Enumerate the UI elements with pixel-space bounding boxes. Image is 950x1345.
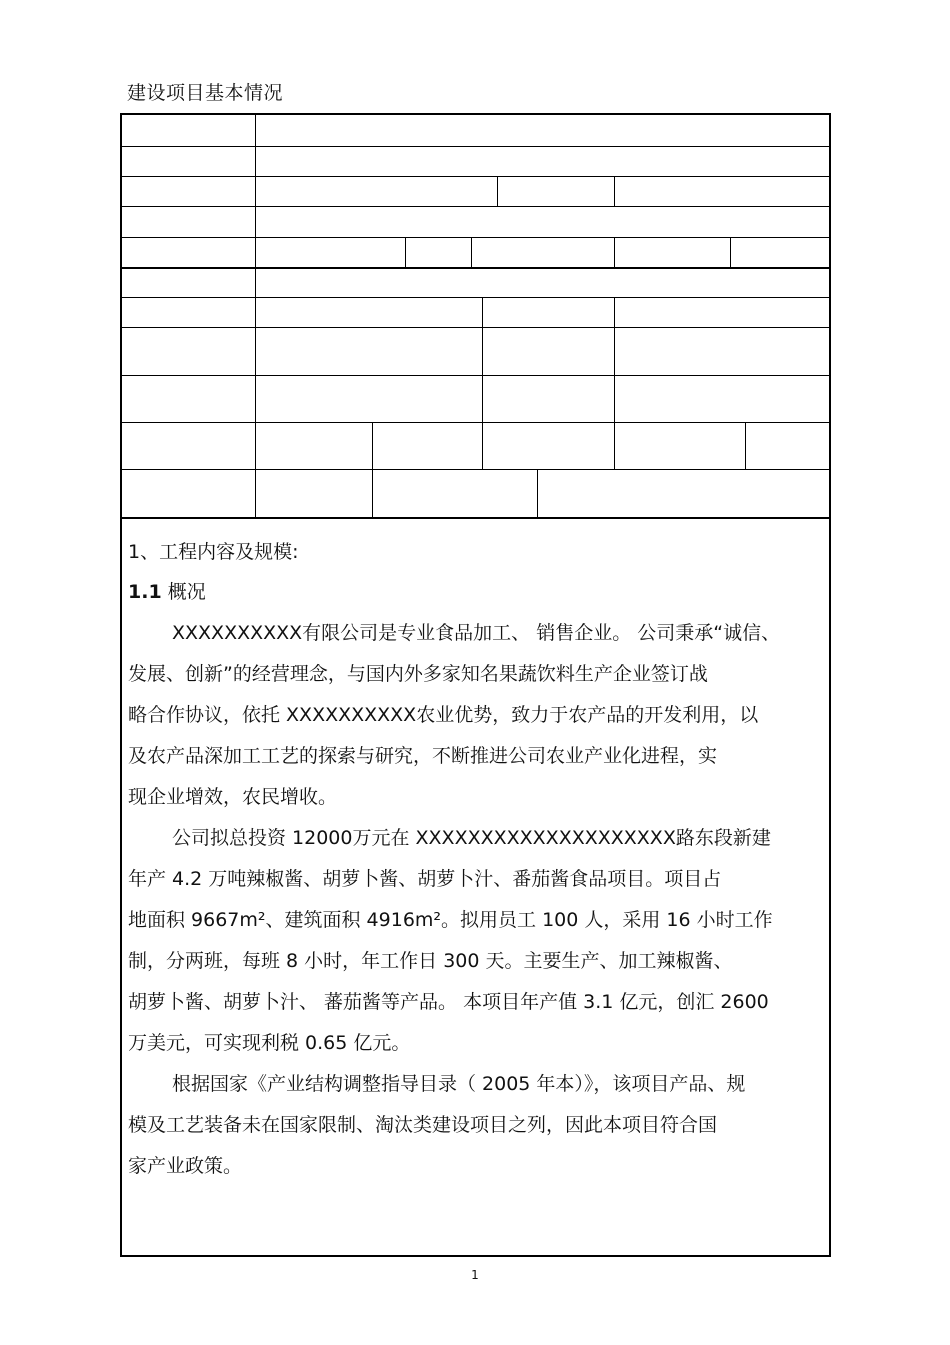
subsection-title: 概况 (167, 581, 206, 603)
paragraph-line: 家产业政策。 (128, 1155, 243, 1177)
paragraph-line: 发展、创新”的经营理念，与国内外多家知名果蔬饮料生产企业签订战 (128, 663, 708, 685)
page-number: 1 (471, 1268, 479, 1282)
paragraph-line: XXXXXXXXXX有限公司是专业食品加工、 销售企业。 公司秉承“诚信、 (172, 622, 781, 644)
cell-divider (497, 176, 498, 206)
label-column-divider (255, 115, 256, 518)
paragraph-line: 制，分两班，每班 8 小时，年工作日 300 天。主要生产、加工辣椒酱、 (128, 950, 733, 972)
cell-divider (745, 422, 746, 469)
row-divider (122, 237, 829, 238)
row-divider (122, 327, 829, 328)
row-divider (122, 206, 829, 207)
row-divider (122, 375, 829, 376)
paragraph-line: 及农产品深加工工艺的探索与研究，不断推进公司农业产业化进程，实 (128, 745, 718, 767)
cell-divider (614, 237, 615, 267)
row-divider (122, 297, 829, 298)
cell-divider (482, 422, 483, 469)
cell-divider (614, 176, 615, 206)
paragraph-line: 年产 4.2 万吨辣椒酱、胡萝卜酱、胡萝卜汁、番茄酱食品项目。项目占 (128, 868, 722, 890)
cell-divider (482, 297, 483, 422)
section-heading: 1、工程内容及规模: (128, 541, 299, 563)
row-divider (122, 176, 829, 177)
cell-divider (614, 297, 615, 422)
row-divider (122, 146, 829, 147)
cell-divider (372, 469, 373, 517)
page-title: 建设项目基本情况 (127, 82, 284, 104)
paragraph-line: 根据国家《产业结构调整指导目录（ 2005 年本）》，该项目产品、规 (172, 1073, 746, 1095)
cell-divider (730, 237, 731, 267)
cell-divider (614, 422, 615, 469)
paragraph-line: 公司拟总投资 12000万元在 XXXXXXXXXXXXXXXXXXXX路东段新建 (172, 827, 771, 849)
cell-divider (372, 422, 373, 469)
cell-divider (405, 237, 406, 267)
subsection-number: 1.1 (128, 581, 162, 603)
cell-divider (537, 469, 538, 517)
paragraph-line: 模及工艺装备未在国家限制、淘汰类建设项目之列，因此本项目符合国 (128, 1114, 718, 1136)
row-divider (122, 469, 829, 470)
project-info-form (120, 113, 831, 1257)
paragraph-line: 地面积 9667m²、建筑面积 4916m²。拟用员工 100 人，采用 16 小时工作 (128, 909, 773, 931)
cell-divider (471, 237, 472, 267)
info-table-grid (122, 115, 829, 519)
paragraph-line: 胡萝卜酱、胡萝卜汁、 蕃茄酱等产品。 本项目年产值 3.1 亿元，创汇 2600 (128, 991, 769, 1013)
paragraph-line: 现企业增效，农民增收。 (128, 786, 338, 808)
row-divider (122, 267, 829, 269)
subsection-heading (128, 577, 206, 604)
paragraph-line: 万美元，可实现利税 0.65 亿元。 (128, 1032, 411, 1054)
paragraph-line: 略合作协议，依托 XXXXXXXXXX农业优势，致力于农产品的开发利用，以 (128, 704, 759, 726)
table-bottom-border (122, 517, 829, 519)
row-divider (122, 422, 829, 423)
